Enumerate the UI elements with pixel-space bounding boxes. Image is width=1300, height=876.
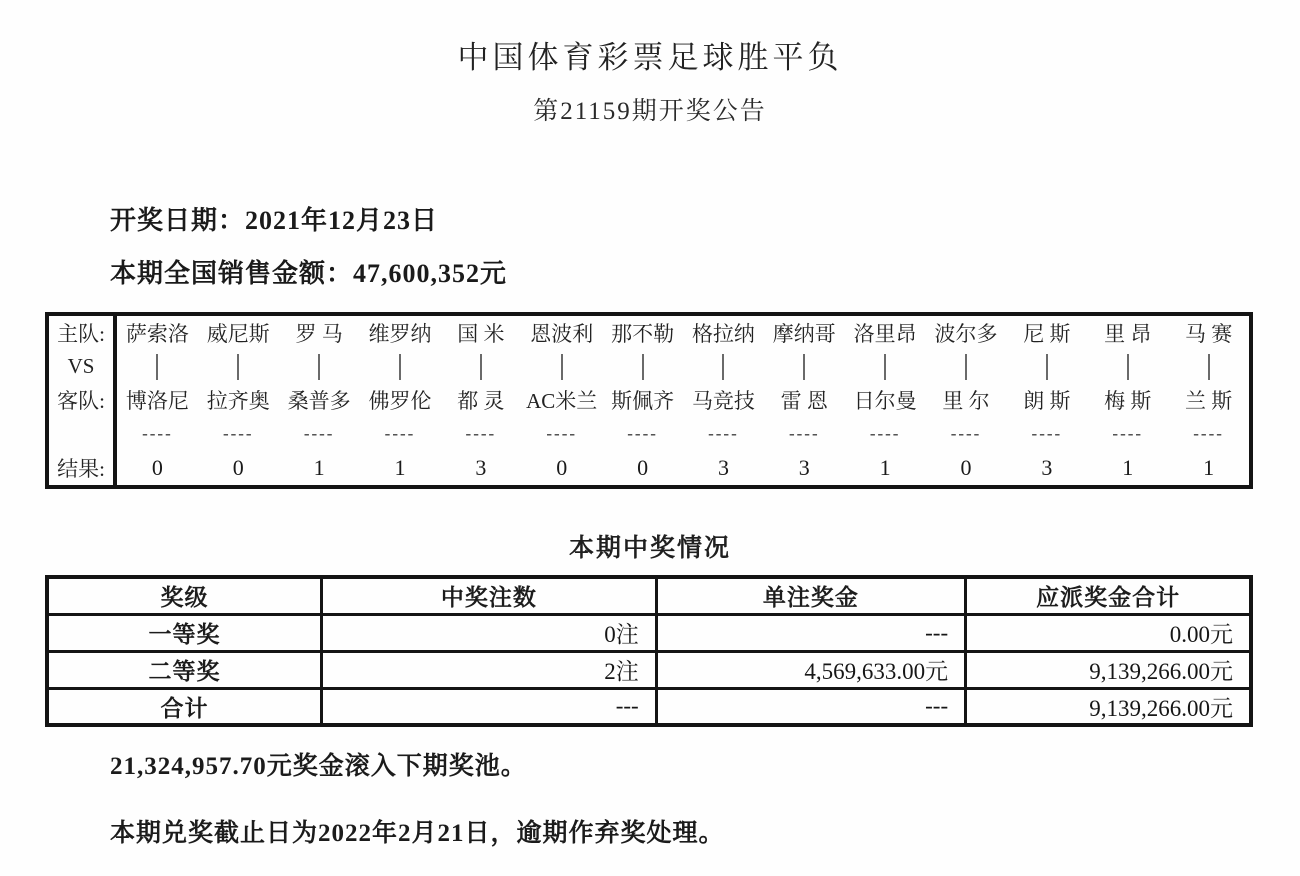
home-team-name: 维罗纳 — [368, 321, 432, 346]
match-column — [198, 316, 279, 485]
result-separator-dashes: ---- — [384, 424, 416, 444]
match-column — [279, 316, 360, 485]
vs-separator-bar — [965, 354, 967, 380]
vs-separator-cell — [803, 350, 805, 384]
result-separator-dashes: ---- — [303, 424, 335, 444]
result-separator-dashes: ---- — [1112, 424, 1144, 444]
away-team-name: 里 尔 — [942, 389, 990, 414]
home-team-name: 格拉纳 — [691, 321, 755, 346]
vs-separator-bar — [318, 354, 320, 380]
vs-separator-cell — [399, 350, 401, 384]
match-result: 0 — [960, 455, 972, 481]
vs-separator-cell — [884, 350, 886, 384]
page-subtitle: 第21159期开奖公告 — [533, 98, 767, 125]
home-team-name: 尼 斯 — [1023, 321, 1071, 346]
match-result: 1 — [394, 455, 406, 481]
match-result: 1 — [313, 455, 325, 481]
vs-separator-cell — [642, 350, 644, 384]
matches-row-labels — [49, 316, 117, 485]
away-team-name: 朗 斯 — [1023, 389, 1071, 414]
home-row-label: 主队: — [57, 321, 105, 346]
deadline-line: 本期兑奖截止日为2022年2月21日，逾期作弃奖处理。 — [110, 820, 725, 847]
away-team-name: 都 灵 — [457, 389, 505, 414]
prize-col-header: 中奖注数 — [322, 577, 657, 614]
prize-table-row — [47, 651, 1251, 688]
match-result: 3 — [717, 455, 729, 481]
away-row-label: 客队: — [57, 389, 105, 414]
vs-separator-cell — [1127, 350, 1129, 384]
result-separator-dashes: ---- — [142, 424, 173, 444]
winning-section-title: 本期中奖情况 — [568, 535, 731, 562]
winning-count-cell: 2注 — [322, 651, 657, 688]
vs-separator-bar — [237, 354, 239, 380]
single-prize-cell: --- — [656, 614, 965, 651]
result-separator-dashes: ---- — [546, 424, 578, 444]
away-team-name: AC米兰 — [526, 389, 598, 414]
match-column — [521, 316, 602, 485]
prize-col-header: 奖级 — [47, 577, 322, 614]
prize-col-header: 应派奖金合计 — [966, 577, 1251, 614]
result-row-label: 结果: — [57, 457, 105, 482]
rollover-line: 21,324,957.70元奖金滚入下期奖池。 — [110, 753, 527, 780]
total-prize-cell: 9,139,266.00元 — [966, 651, 1251, 688]
away-team-name: 雷 恩 — [780, 389, 828, 414]
vs-separator-bar — [1208, 354, 1210, 380]
vs-separator-cell — [237, 350, 239, 384]
total-prize-cell: 9,139,266.00元 — [966, 688, 1251, 725]
away-team-name: 马竞技 — [691, 389, 755, 414]
home-team-name: 波尔多 — [934, 321, 998, 346]
prize-col-header: 单注奖金 — [656, 577, 965, 614]
away-team-name: 博洛尼 — [125, 389, 189, 414]
total-prize-cell: 0.00元 — [966, 614, 1251, 651]
match-column — [360, 316, 441, 485]
match-result: 1 — [1122, 455, 1134, 481]
result-separator-dashes: ---- — [788, 424, 820, 444]
match-result: 3 — [475, 455, 487, 481]
vs-separator-cell — [480, 350, 482, 384]
draw-date-line: 开奖日期：2021年12月23日 — [110, 206, 439, 235]
match-column — [1006, 316, 1087, 485]
match-column — [602, 316, 683, 485]
vs-separator-bar — [1127, 354, 1129, 380]
result-separator-dashes: ---- — [465, 424, 497, 444]
match-result: 3 — [798, 455, 810, 481]
prize-table-row — [47, 688, 1251, 725]
home-team-name: 威尼斯 — [206, 321, 270, 346]
sales-amount-line: 本期全国销售金额：47,600,352元 — [110, 259, 508, 288]
home-team-name: 洛里昂 — [853, 321, 917, 346]
match-result: 0 — [232, 455, 244, 481]
prize-table-header-row — [47, 577, 1251, 614]
vs-separator-bar — [399, 354, 401, 380]
winning-count-cell: --- — [322, 688, 657, 725]
vs-separator-bar — [1046, 354, 1048, 380]
match-column — [1087, 316, 1168, 485]
vs-separator-bar — [561, 354, 563, 380]
match-column — [683, 316, 764, 485]
vs-separator-bar — [803, 354, 805, 380]
match-column — [926, 316, 1007, 485]
match-result: 1 — [879, 455, 891, 481]
prize-table-row — [47, 614, 1251, 651]
match-column — [845, 316, 926, 485]
vs-separator-bar — [884, 354, 886, 380]
match-column — [117, 316, 198, 485]
match-result: 0 — [637, 455, 649, 481]
away-team-name: 兰 斯 — [1184, 389, 1233, 414]
vs-separator-cell — [722, 350, 724, 384]
away-team-name: 桑普多 — [287, 389, 351, 414]
vs-separator-bar — [480, 354, 482, 380]
vs-separator-cell — [1208, 350, 1210, 384]
prize-table — [45, 575, 1253, 727]
result-separator-dashes: ---- — [708, 424, 739, 444]
match-column — [764, 316, 845, 485]
away-team-name: 拉齐奥 — [206, 389, 270, 414]
vs-separator-cell — [561, 350, 563, 384]
match-columns — [117, 316, 1249, 485]
home-team-name: 马 赛 — [1184, 321, 1233, 346]
match-column — [1168, 316, 1249, 485]
prize-level-cell: 一等奖 — [47, 614, 322, 651]
home-team-name: 罗 马 — [295, 321, 343, 346]
vs-separator-cell — [318, 350, 320, 384]
vs-row-label: VS — [67, 354, 95, 379]
match-column — [440, 316, 521, 485]
vs-separator-cell — [1046, 350, 1048, 384]
match-result: 3 — [1041, 455, 1053, 481]
match-result: 0 — [556, 455, 568, 481]
vs-separator-cell — [965, 350, 967, 384]
match-result: 0 — [151, 455, 163, 481]
vs-separator-bar — [156, 354, 158, 380]
prize-level-cell: 合计 — [47, 688, 322, 725]
vs-separator-cell — [156, 350, 158, 384]
result-separator-dashes: ---- — [222, 424, 254, 444]
result-separator-dashes: ---- — [869, 424, 901, 444]
home-team-name: 恩波利 — [530, 321, 594, 346]
away-team-name: 日尔曼 — [853, 389, 917, 414]
page-title: 中国体育彩票足球胜平负 — [457, 40, 843, 75]
prize-level-cell: 二等奖 — [47, 651, 322, 688]
home-team-name: 里 昂 — [1104, 321, 1152, 346]
vs-separator-bar — [722, 354, 724, 380]
single-prize-cell: --- — [656, 688, 965, 725]
single-prize-cell: 4,569,633.00元 — [656, 651, 965, 688]
matches-table — [45, 312, 1253, 489]
home-team-name: 萨索洛 — [125, 321, 189, 346]
result-separator-dashes: ---- — [1193, 424, 1224, 444]
away-team-name: 斯佩齐 — [611, 389, 675, 414]
home-team-name: 那不勒 — [611, 321, 675, 346]
result-separator-dashes: ---- — [627, 424, 658, 444]
home-team-name: 国 米 — [457, 321, 505, 346]
home-team-name: 摩纳哥 — [772, 321, 836, 346]
result-separator-dashes: ---- — [950, 424, 982, 444]
vs-separator-bar — [642, 354, 644, 380]
away-team-name: 佛罗伦 — [368, 389, 432, 414]
match-result: 1 — [1203, 455, 1215, 481]
away-team-name: 梅 斯 — [1104, 389, 1152, 414]
winning-count-cell: 0注 — [322, 614, 657, 651]
result-separator-dashes: ---- — [1031, 424, 1063, 444]
